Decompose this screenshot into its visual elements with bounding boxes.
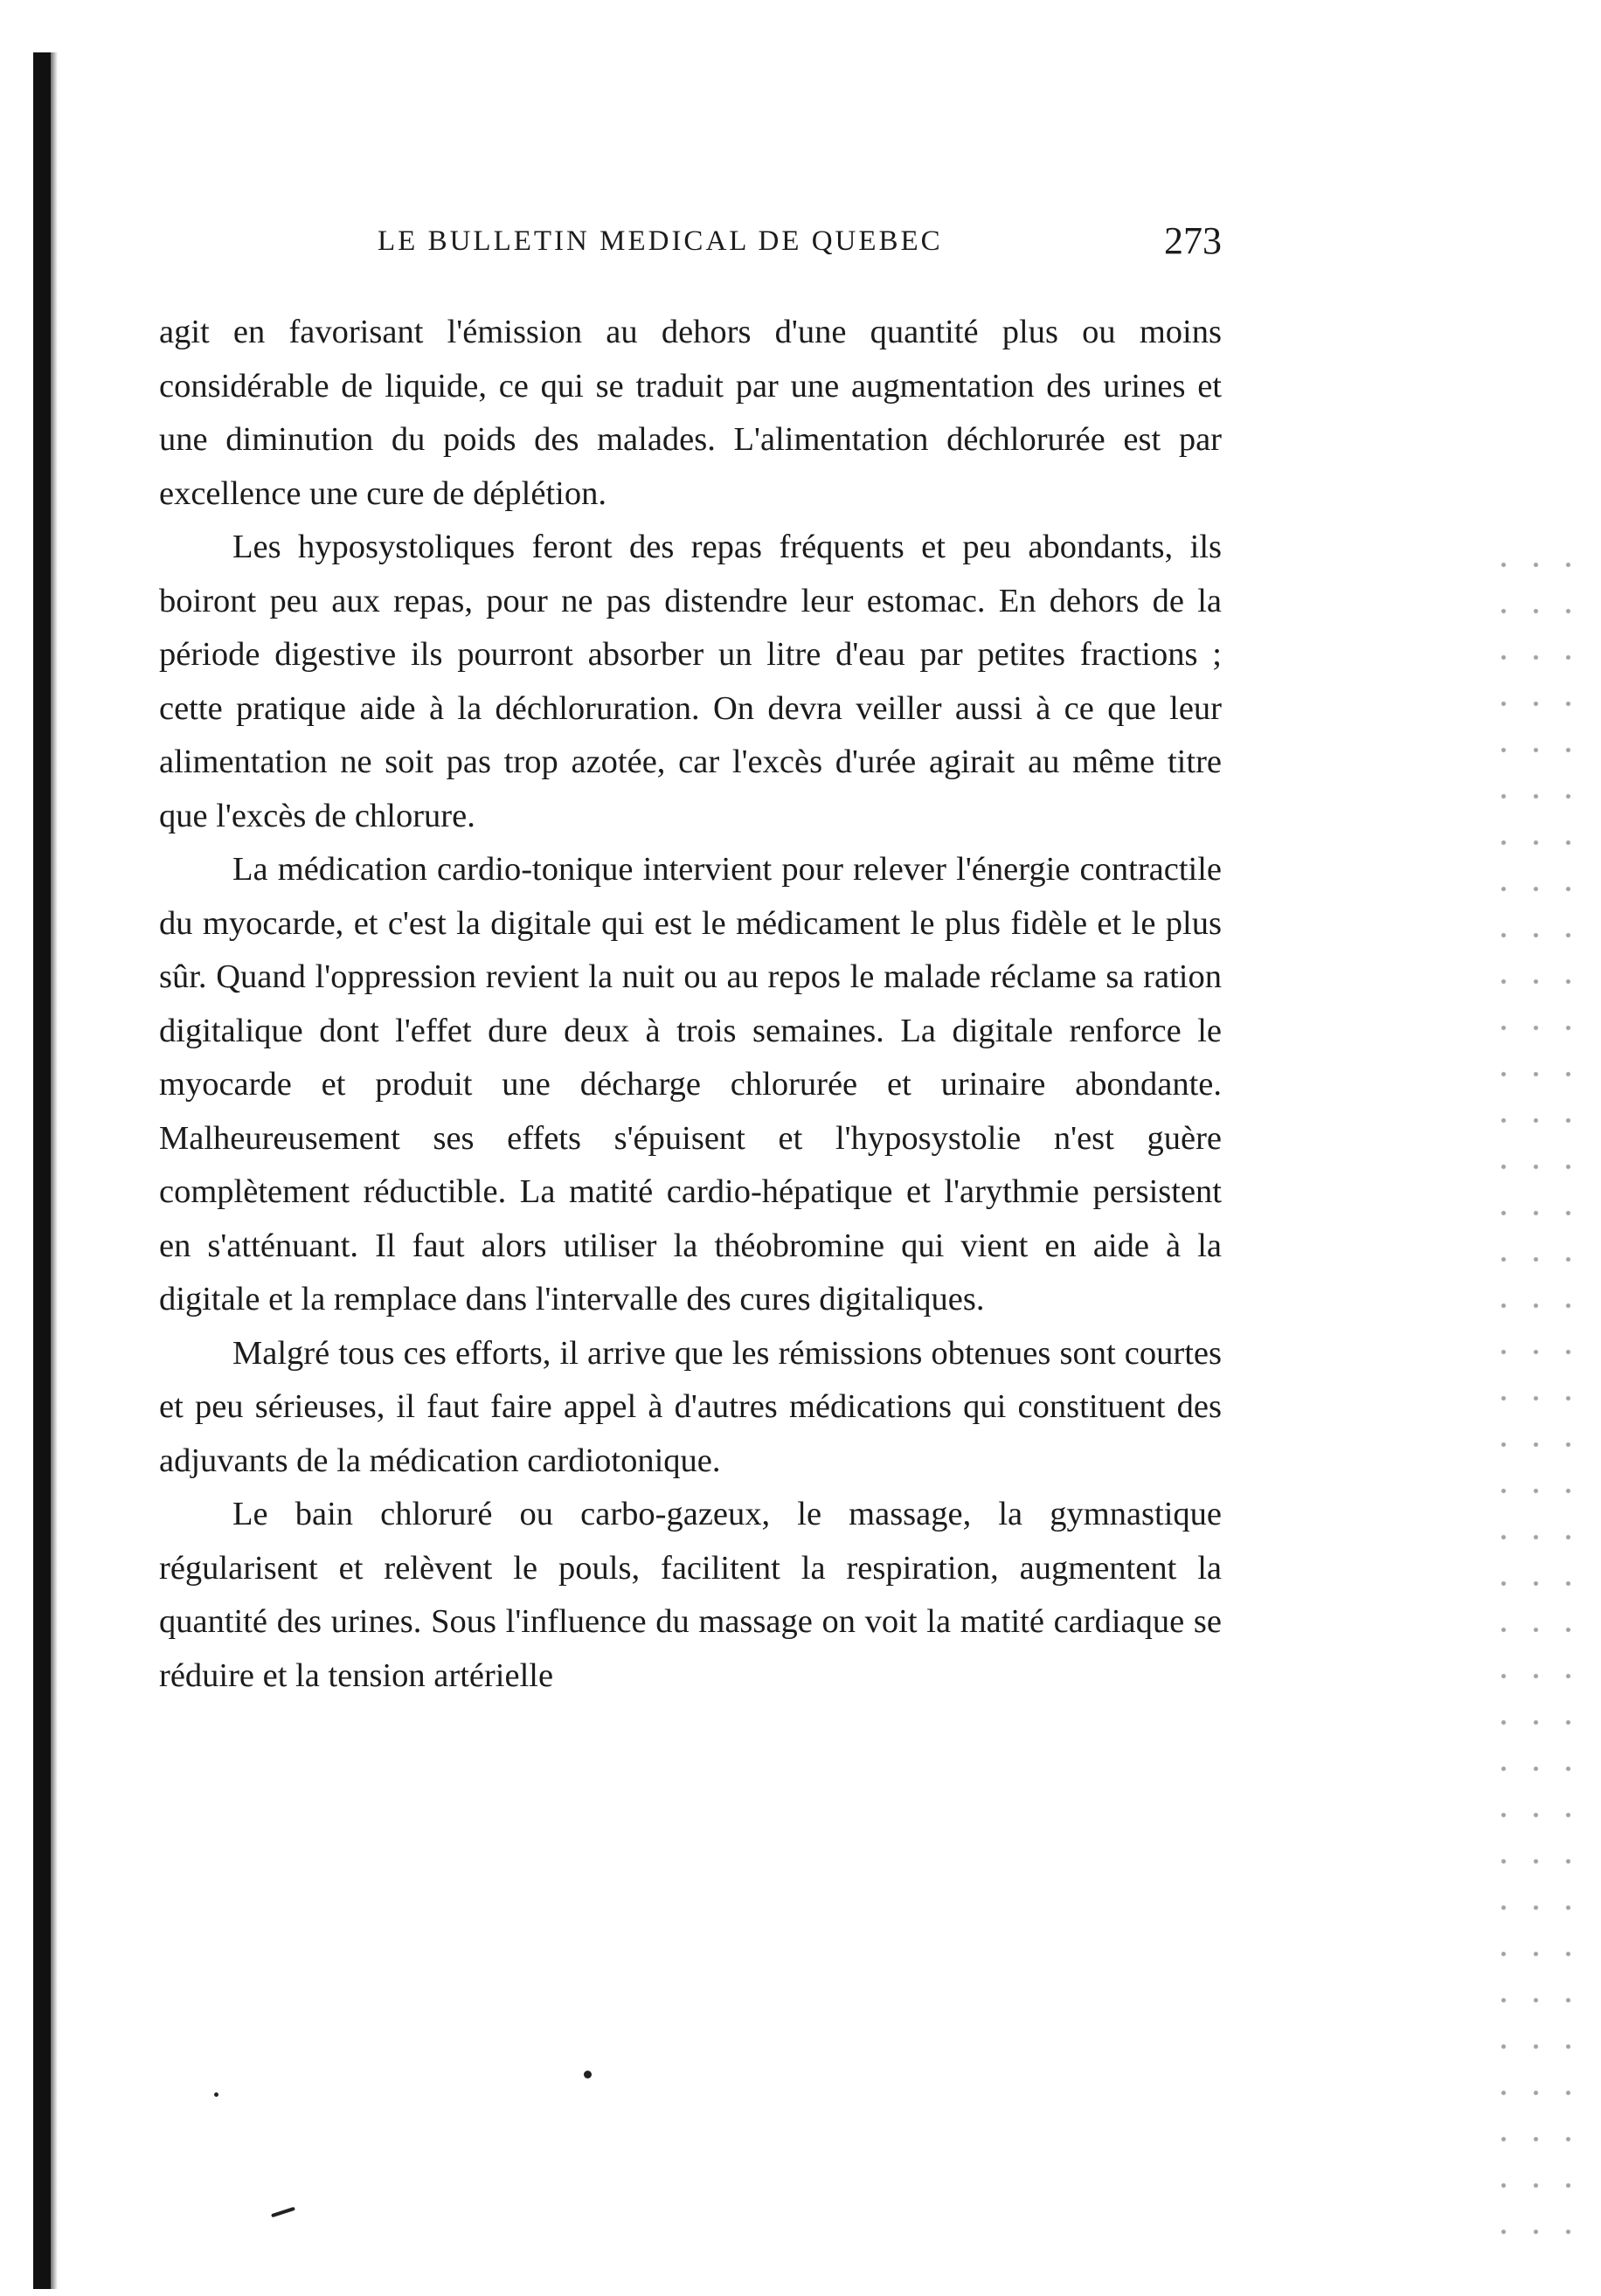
body-text <box>159 306 1222 1703</box>
ink-speck <box>584 2071 592 2078</box>
ink-speck <box>271 2207 295 2217</box>
journal-title: LE BULLETIN MEDICAL DE QUEBEC <box>378 225 943 257</box>
running-head <box>159 218 1222 271</box>
paragraph-4: Malgré tous ces efforts, il arrive que les rémissions obtenues sont courtes et peu sérieuses, il faut faire appel à d'autres médications qui constituent des adjuvants de la médication cardiotonique. <box>159 1334 1222 1479</box>
paragraph-3: La médication cardio-tonique intervient pour relever l'énergie contractile du myocarde, et c'est la digitale qui est le médicament le plus fidèle et le plus sûr. Quand l'oppression revient la nuit ou au repos le malade réclame sa ration digitalique dont l'effet dure deux à trois semaines. La digitale renforce le myocarde et produit une décharge chlorurée et urinaire abondante. Malheureusement ses effets s'épuisent et l'hyposystolie n'est guère complètement réductible. La matité cardio-hépatique et l'arythmie persistent en s'atténuant. Il faut alors utiliser la théobromine qui vient en aide à la digitale et la remplace dans l'intervalle des cures digitaliques. <box>159 851 1222 1317</box>
ink-speck <box>214 2092 218 2097</box>
page-number: 273 <box>1164 219 1222 262</box>
binding-shadow <box>33 52 51 2289</box>
paragraph-1: agit en favorisant l'émission au dehors d'une quantité plus ou moins considérable de liquide, ce qui se traduit par une augmentation des urines et une diminution du poids des malades. L'alimentation déchlorurée est par excellence une cure de déplétion. <box>159 314 1222 512</box>
paragraph-5: Le bain chloruré ou carbo-gazeux, le massage, la gymnastique régularisent et relèvent le pouls, facilitent la respiration, augmentent la quantité des urines. Sous l'influence du massage on voit la matité cardiaque se réduire et la tension artérielle <box>159 1496 1222 1694</box>
paper-specks <box>1487 542 1584 2245</box>
paragraph-2: Les hyposystoliques feront des repas fréquents et peu abondants, ils boiront peu aux repas, pour ne pas distendre leur estomac. En dehors de la période digestive ils pourront absorber un litre d'eau par petites fractions ; cette pratique aide à la déchloruration. On devra veiller aussi à ce que leur alimentation ne soit pas trop azotée, car l'excès d'urée agirait au même titre que l'excès de chlorure. <box>159 529 1222 834</box>
